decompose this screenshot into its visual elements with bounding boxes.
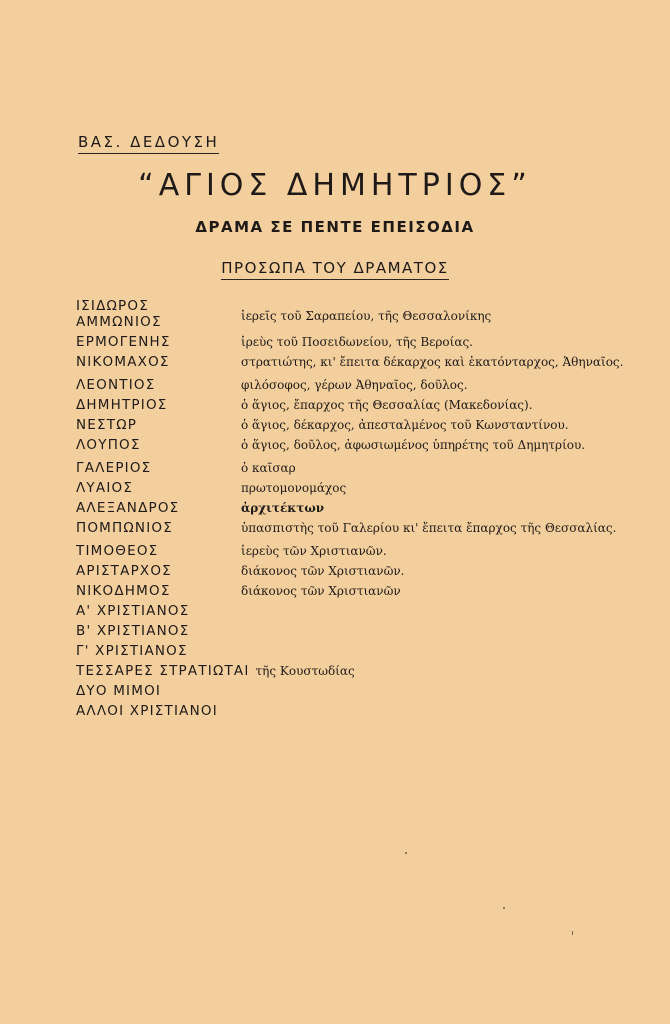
cast-row <box>76 561 626 581</box>
play-title: “ΑΓΙΟΣ ΔΗΜΗΤΡΙΟΣ” <box>138 168 532 203</box>
cast-row <box>76 309 626 332</box>
paper-speck <box>572 931 573 935</box>
cast-name: ΑΛΕΞΑΝΔΡΟΣ <box>76 500 180 516</box>
cast-description: ἱρεὺς τοῦ Ποσειδωνείου, τῆς Βεροίας. <box>241 335 473 349</box>
cast-row <box>76 332 626 352</box>
cast-row <box>76 601 626 621</box>
cast-description: διάκονος τῶν Χριστιανῶν <box>241 584 401 598</box>
cast-row <box>76 541 626 561</box>
play-subtitle: ΔΡΑΜΑ ΣΕ ΠΕΝΤΕ ΕΠΕΙΣΟΔΙΑ <box>195 218 475 236</box>
cast-name: ΤΙΜΟΘΕΟΣ <box>76 543 159 559</box>
author-name: ΒΑΣ. ΔΕΔΟΥΣΗ <box>78 133 219 154</box>
cast-name: ΤΕΣΣΑΡΕΣ ΣΤΡΑΤΙΩΤΑΙ <box>76 663 250 679</box>
paper-speck <box>503 907 505 909</box>
cast-row <box>76 415 626 435</box>
paper-speck <box>405 852 407 854</box>
cast-name: ΔΗΜΗΤΡΙΟΣ <box>76 397 168 413</box>
cast-description: τῆς Κουστωδίας <box>255 664 355 678</box>
cast-description: ὑπασπιστὴς τοῦ Γαλερίου κι' ἔπειτα ἔπαρχος τῆς Θεσσαλίας. <box>241 521 617 535</box>
cast-description: ὁ ἅγιος, ἔπαρχος τῆς Θεσσαλίας (Μακεδονίας). <box>241 398 533 412</box>
cast-name: ΓΑΛΕΡΙΟΣ <box>76 460 152 476</box>
cast-row <box>76 478 626 498</box>
cast-name: Β' ΧΡΙΣΤΙΑΝΟΣ <box>76 623 190 639</box>
cast-description: φιλόσοφος, γέρων Ἀθηναῖος, δοῦλος. <box>241 378 468 392</box>
cast-name: ΛΥΑΙΟΣ <box>76 480 134 496</box>
cast-description: ὁ ἅγιος, δέκαρχος, ἀπεσταλμένος τοῦ Κωνσταντίνου. <box>241 418 569 432</box>
cast-name: ΔΥΟ ΜΙΜΟΙ <box>76 683 162 699</box>
cast-name: ΛΟΥΠΟΣ <box>76 437 141 453</box>
cast-description: ἀρχιτέκτων <box>241 501 325 515</box>
cast-row <box>76 661 626 681</box>
cast-name: ΠΟΜΠΩΝΙΟΣ <box>76 520 173 536</box>
cast-name: Α' ΧΡΙΣΤΙΑΝΟΣ <box>76 603 190 619</box>
cast-row <box>76 375 626 395</box>
cast-description: ὁ ἅγιος, δοῦλος, ἀφωσιωμένος ὑπηρέτης τοῦ Δημητρίου. <box>241 438 586 452</box>
cast-description: πρωτομονομάχος <box>241 481 347 495</box>
cast-description: διάκονος τῶν Χριστιανῶν. <box>241 564 405 578</box>
cast-name: Γ' ΧΡΙΣΤΙΑΝΟΣ <box>76 643 188 659</box>
cast-name: ΙΣΙΔΩΡΟΣ <box>76 298 149 314</box>
cast-name: ΑΜΜΩΝΙΟΣ <box>76 314 162 330</box>
cast-heading-text: ΠΡΟΣΩΠΑ ΤΟΥ ΔΡΑΜΑΤΟΣ <box>221 259 449 280</box>
cast-row <box>76 435 626 455</box>
cast-name: ΕΡΜΟΓΕΝΗΣ <box>76 334 171 350</box>
cast-name: ΛΕΟΝΤΙΟΣ <box>76 377 156 393</box>
cast-row <box>76 352 626 372</box>
cast-description: στρατιώτης, κι' ἔπειτα δέκαρχος καὶ ἑκατόνταρχος, Ἀθηναῖος. <box>241 355 624 369</box>
cast-name: ΝΙΚΟΔΗΜΟΣ <box>76 583 171 599</box>
cast-name: ΑΡΙΣΤΑΡΧΟΣ <box>76 563 172 579</box>
cast-description: ἱερεὺς τῶν Χριστιανῶν. <box>241 544 387 558</box>
cast-name: ΑΛΛΟΙ ΧΡΙΣΤΙΑΝΟΙ <box>76 703 218 719</box>
cast-heading <box>0 259 670 277</box>
cast-row <box>76 681 626 701</box>
cast-name: ΝΙΚΟΜΑΧΟΣ <box>76 354 170 370</box>
cast-row <box>76 581 626 601</box>
cast-row <box>76 621 626 641</box>
cast-name: ΝΕΣΤΩΡ <box>76 417 138 433</box>
cast-row <box>76 701 626 721</box>
cast-row <box>76 518 626 538</box>
cast-description: ἱερεῖς τοῦ Σαραπείου, τῆς Θεσσαλονίκης <box>241 309 492 323</box>
cast-list <box>76 296 626 721</box>
cast-row <box>76 641 626 661</box>
cast-row <box>76 458 626 478</box>
cast-row <box>76 498 626 518</box>
cast-row <box>76 395 626 415</box>
cast-description: ὁ καῖσαρ <box>241 461 296 475</box>
